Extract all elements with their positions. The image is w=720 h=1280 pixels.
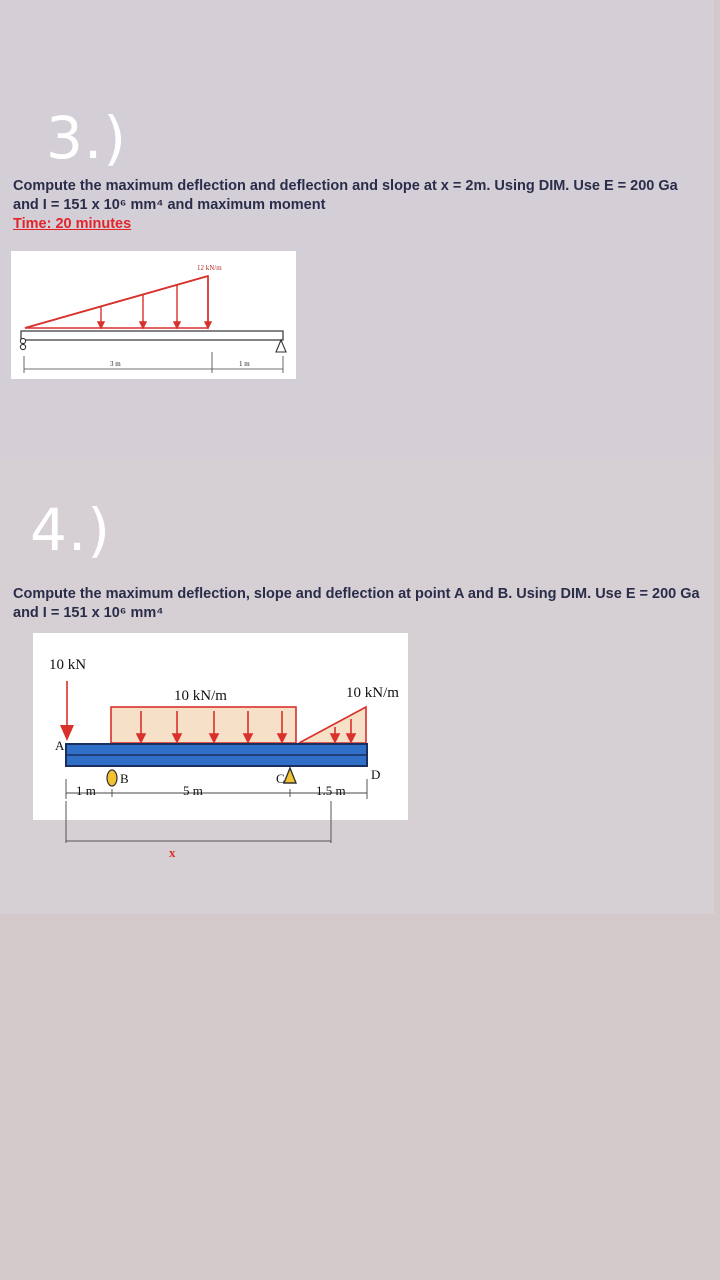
span-2-label: 1 m — [239, 360, 250, 368]
problem-4-panel — [0, 458, 714, 914]
support-c-pin — [284, 768, 296, 783]
x-label: x — [169, 845, 176, 860]
load-slope-line — [25, 276, 208, 328]
load-intensity-label: 12 kN/m — [197, 264, 222, 272]
udl-label: 10 kN/m — [174, 688, 227, 704]
span-1-label: 3 m — [110, 360, 121, 368]
problem-3-panel — [0, 0, 714, 458]
problem-4-statement — [13, 585, 713, 623]
point-a-label: A — [55, 738, 65, 753]
span-2-label: 5 m — [183, 783, 203, 798]
problem-3-line-2: and I = 151 x 10⁶ mm⁴ and maximum moment — [13, 197, 326, 213]
right-support — [276, 340, 286, 352]
point-d-label: D — [371, 767, 381, 782]
span-3-label: 1.5 m — [316, 783, 346, 798]
problem-3-figure — [11, 251, 296, 379]
left-support-roller — [20, 344, 25, 349]
problem-4-figure — [33, 633, 408, 860]
point-c-label: C — [276, 771, 285, 786]
problem-4-beam-diagram — [33, 633, 408, 860]
problem-3-statement — [13, 177, 713, 215]
problem-3-number: 3.) — [46, 104, 127, 172]
beam — [21, 331, 283, 340]
problem-4-line-2: and I = 151 x 10⁶ mm⁴ — [13, 605, 164, 621]
support-b-roller — [107, 770, 117, 786]
time-limit: Time: 20 minutes — [13, 216, 132, 232]
left-support-pin — [20, 338, 25, 343]
problem-3-beam-diagram — [11, 251, 296, 379]
problem-4-number: 4.) — [30, 496, 111, 564]
problem-3-line-1: Compute the maximum deflection and deflection and slope at x = 2m. Using DIM. Use E = 200 Ga — [13, 178, 678, 194]
point-b-label: B — [120, 771, 129, 786]
span-1-label: 1 m — [76, 783, 96, 798]
point-load-label: 10 kN — [49, 657, 87, 673]
triangular-load-label: 10 kN/m — [346, 685, 399, 701]
problem-4-line-1: Compute the maximum deflection, slope and deflection at point A and B. Using DIM. Use E = 200 Ga — [13, 586, 700, 602]
